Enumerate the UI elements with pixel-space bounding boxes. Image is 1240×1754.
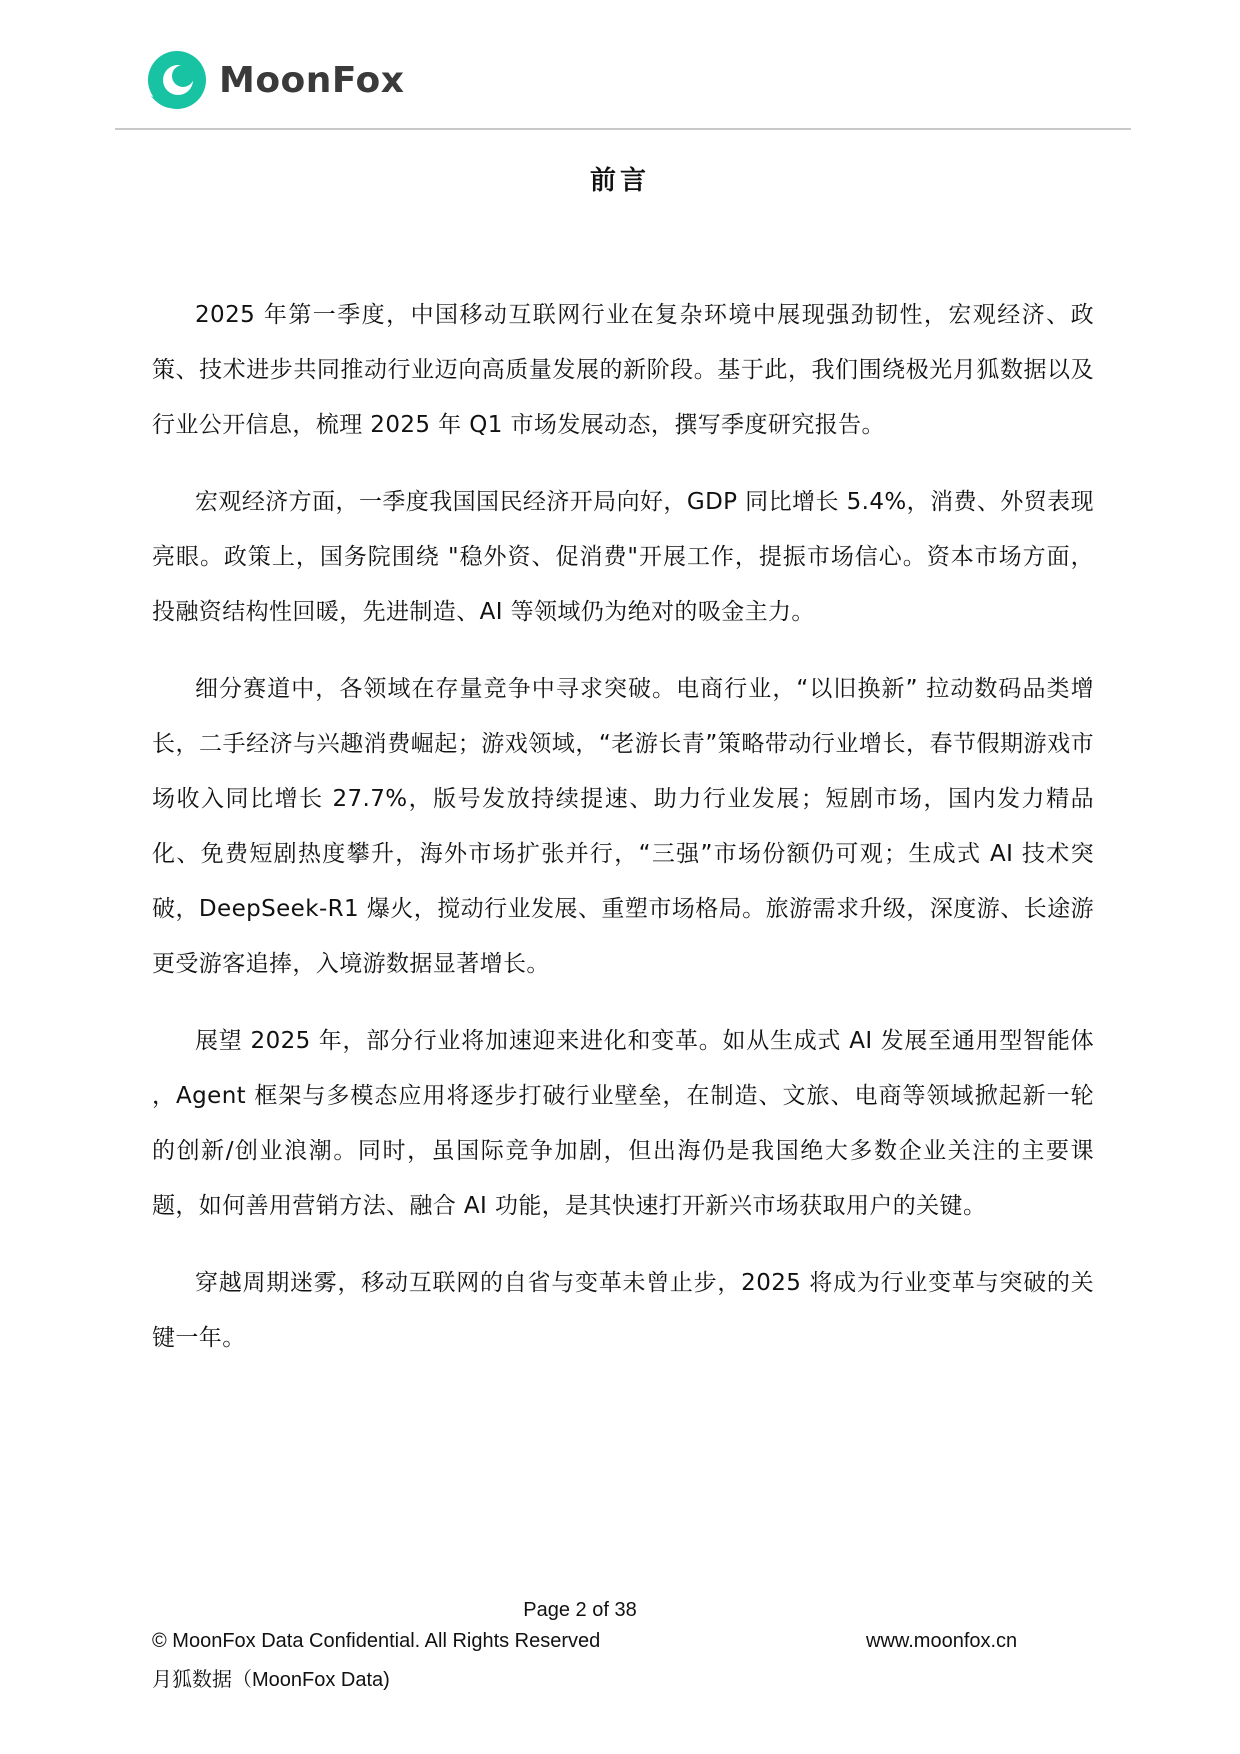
page-header xyxy=(115,44,1131,130)
paragraph: 展望 2025 年，部分行业将加速迎来进化和变革。如从生成式 AI 发展至通用型智能体 ，Agent 框架与多模态应用将逐步打破行业壁垒，在制造、文旅、电商等领域掀起新一轮的创新/创业浪潮。同时，虽国际竞争加剧，但出海仍是我国绝大多数企业关注的主要课题，如何善用营销方法、融合 AI 功能，是其快速打开新兴市场获取用户的关键。 xyxy=(152,1028,1094,1219)
website-link[interactable]: www.moonfox.cn xyxy=(866,1630,1018,1652)
brand-name: MoonFox xyxy=(219,59,405,101)
page-number: Page 2 of 38 xyxy=(523,1599,637,1621)
company-name: 月狐数据（MoonFox Data) xyxy=(152,1669,390,1691)
paragraph: 细分赛道中，各领域在存量竞争中寻求突破。电商行业，“以旧换新” 拉动数码品类增长，二手经济与兴趣消费崛起；游戏领域，“老游长青”策略带动行业增长，春节假期游戏市场收入同比增长 27.7%，版号发放持续提速、助力行业发展；短剧市场，国内发力精品化、免费短剧热度攀升，海外市场扩张并行，“三强”市场份额仍可观；生成式 AI 技术突破，DeepSeek-R1 爆火，搅动行业发展、重塑市场格局。旅游需求升级，深度游、长途游更受游客追捧，入境游数据显著增长。 xyxy=(152,676,1094,977)
copyright-notice: © MoonFox Data Confidential. All Rights Reserved xyxy=(152,1630,601,1652)
paragraph: 宏观经济方面，一季度我国国民经济开局向好，GDP 同比增长 5.4%，消费、外贸表现亮眼。政策上，国务院围绕 "稳外资、促消费"开展工作，提振市场信心。资本市场方面，投融资结构性回暖，先进制造、AI 等领域仍为绝对的吸金主力。 xyxy=(152,489,1094,625)
page-title: 前言 xyxy=(589,166,650,196)
paragraph: 2025 年第一季度，中国移动互联网行业在复杂环境中展现强劲韧性，宏观经济、政策、技术进步共同推动行业迈向高质量发展的新阶段。基于此，我们围绕极光月狐数据以及行业公开信息，梳理 2025 年 Q1 市场发展动态，撰写季度研究报告。 xyxy=(152,302,1094,438)
brand-logo xyxy=(147,50,405,110)
preface-body xyxy=(152,288,1094,1388)
paragraph: 穿越周期迷雾，移动互联网的自省与变革未曾止步，2025 将成为行业变革与突破的关键一年。 xyxy=(152,1270,1094,1351)
moonfox-logo-icon xyxy=(147,50,207,110)
